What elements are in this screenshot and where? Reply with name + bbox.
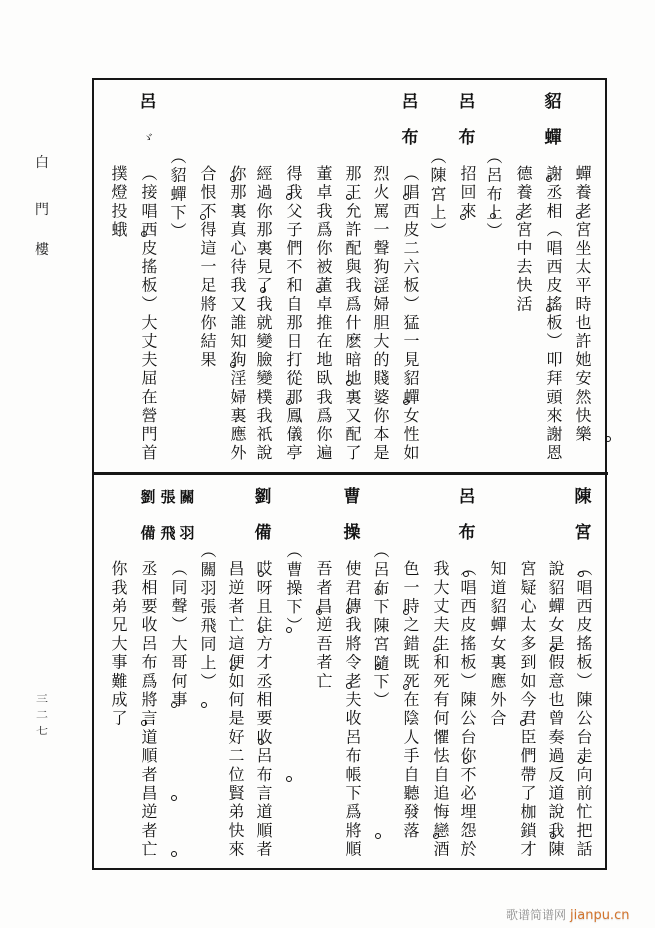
speaker-char: 操 bbox=[343, 523, 361, 543]
speaker-char: 呂 bbox=[139, 92, 157, 112]
stage-direction-column: （曹操下） bbox=[284, 542, 303, 636]
dialogue-column: 招回來 bbox=[458, 165, 477, 221]
speaker-char: 布 bbox=[458, 128, 476, 148]
speaker-label bbox=[396, 94, 424, 147]
watermark bbox=[506, 904, 629, 923]
speaker-char: 劉 bbox=[140, 488, 156, 506]
speaker-label bbox=[249, 489, 277, 542]
dialogue-column: 吾者昌逆吾者亡 bbox=[314, 560, 333, 691]
speaker-char: 備 bbox=[140, 524, 156, 542]
speaker-char: 蟬 bbox=[544, 128, 562, 148]
dialogue-column: 烈火罵一聲狗淫婦胆大的賤婆你本是 bbox=[371, 165, 390, 463]
speaker-label-guan-yu bbox=[178, 489, 196, 542]
dialogue-column: 撲燈投蛾 bbox=[109, 165, 128, 240]
dialogue-column: 使君傳我將令老夫收呂布帳下爲將順 bbox=[343, 560, 362, 860]
speaker-char: 貂 bbox=[544, 92, 562, 112]
dialogue-column: 我大丈夫生和死有何懼怯自追悔戀酒 bbox=[431, 560, 450, 860]
speaker-char: 布 bbox=[458, 523, 476, 543]
speaker-char: 劉 bbox=[254, 487, 272, 507]
watermark-domain: jianpu.cn bbox=[570, 908, 630, 923]
dialogue-column: 昌逆者亡這便如何是好二位賢弟快來 bbox=[226, 560, 245, 860]
speaker-char: 宮 bbox=[574, 523, 592, 543]
page-number-char: 七 bbox=[35, 725, 48, 737]
stage-direction-column: （呂布上） bbox=[484, 148, 503, 242]
dialogue-column: 合恨不得這一足將你結果 bbox=[198, 165, 217, 370]
page-number-char: 三 bbox=[35, 693, 48, 705]
speaker-char: 備 bbox=[254, 523, 272, 543]
dialogue-column: 哎呀且住方才丞相要收呂布言道順者 bbox=[254, 560, 273, 860]
dialogue-column: （唱西皮搖板）陳公台你不必埋怨於 bbox=[458, 560, 477, 860]
speaker-char: 布 bbox=[401, 128, 419, 148]
watermark-site-name: 歌谱简谱网 bbox=[506, 908, 567, 922]
speaker-char: 呂 bbox=[458, 487, 476, 507]
dialogue-column: 色一時之錯既死在陰人手自聽發落 bbox=[401, 560, 420, 841]
speaker-char: 張 bbox=[160, 488, 176, 506]
running-title-char: 白 bbox=[35, 155, 49, 171]
ditto-mark: ゞ bbox=[141, 131, 154, 145]
dialogue-column: 德養老宮中去快活 bbox=[514, 165, 533, 314]
running-title-char: 樓 bbox=[35, 242, 49, 258]
speaker-label bbox=[539, 94, 567, 147]
dialogue-column: （同聲）大哥何事 bbox=[169, 560, 188, 710]
speaker-char: 呂 bbox=[458, 92, 476, 112]
speaker-char: 關 bbox=[179, 488, 195, 506]
speaker-char: 羽 bbox=[179, 524, 195, 542]
dialogue-column: 經過你那裏見了我就變臉變樸我祇說 bbox=[254, 165, 273, 463]
stage-direction-column: （關羽張飛同上） bbox=[198, 542, 217, 692]
dialogue-column: 那王允許配與我爲什麽暗地裏又配了 bbox=[343, 165, 362, 463]
dialogue-column: （唱西皮二六板）猛一見貂蟬女性如 bbox=[401, 165, 420, 463]
dialogue-column: （接唱西皮搖板）大丈夫屈在營門首 bbox=[139, 165, 158, 463]
dialogue-column: 宮疑心太多到如今君臣們帶了枷鎖才 bbox=[518, 560, 537, 860]
dialogue-column: 知道貂蟬女裏應外合 bbox=[488, 560, 507, 729]
stage-direction-column: （貂蟬下） bbox=[168, 148, 187, 242]
dialogue-column: 你那裏真心待我又誰知狗淫婦裏應外 bbox=[228, 165, 247, 463]
stage-direction-column: （陳宮上） bbox=[428, 148, 447, 242]
page-number-char: 二 bbox=[35, 709, 48, 721]
dialogue-column: 謝丞相（唱西皮搖板）叩拜頭來謝恩 bbox=[544, 165, 563, 463]
speaker-label bbox=[134, 94, 162, 147]
speaker-label bbox=[569, 489, 597, 542]
dialogue-column: 你我弟兄大事難成了 bbox=[109, 560, 128, 729]
dialogue-column: 丞相要收呂布爲將言道順者昌逆者亡 bbox=[139, 560, 158, 860]
speaker-char: 曹 bbox=[343, 487, 361, 507]
speaker-label bbox=[453, 94, 481, 147]
speaker-label-liu-bei bbox=[139, 489, 157, 542]
stage-direction-column: （呂布下陳宮隨下） bbox=[371, 542, 390, 711]
running-title-char: 門 bbox=[35, 202, 49, 218]
speaker-char: 陳 bbox=[574, 487, 592, 507]
dialogue-column: 說貂蟬女是假意也曾奏過反道說我陳 bbox=[546, 560, 565, 860]
speaker-label-zhang-fei bbox=[159, 489, 177, 542]
speaker-char: 飛 bbox=[160, 524, 176, 542]
dialogue-column: 得我父子們不和自那日打從那鳳儀亭 bbox=[284, 165, 303, 463]
speaker-label bbox=[338, 489, 366, 542]
speaker-char: 呂 bbox=[401, 92, 419, 112]
speaker-label bbox=[453, 489, 481, 542]
dialogue-column: （唱西皮搖板）陳公台走向前忙把話 bbox=[574, 560, 593, 860]
dialogue-column: 蟬養老宮坐太平時也許她安然快樂 bbox=[573, 165, 592, 444]
panel-divider bbox=[92, 472, 608, 475]
dialogue-column: 董卓我爲你被董卓推在地臥我爲你遍 bbox=[314, 165, 333, 463]
